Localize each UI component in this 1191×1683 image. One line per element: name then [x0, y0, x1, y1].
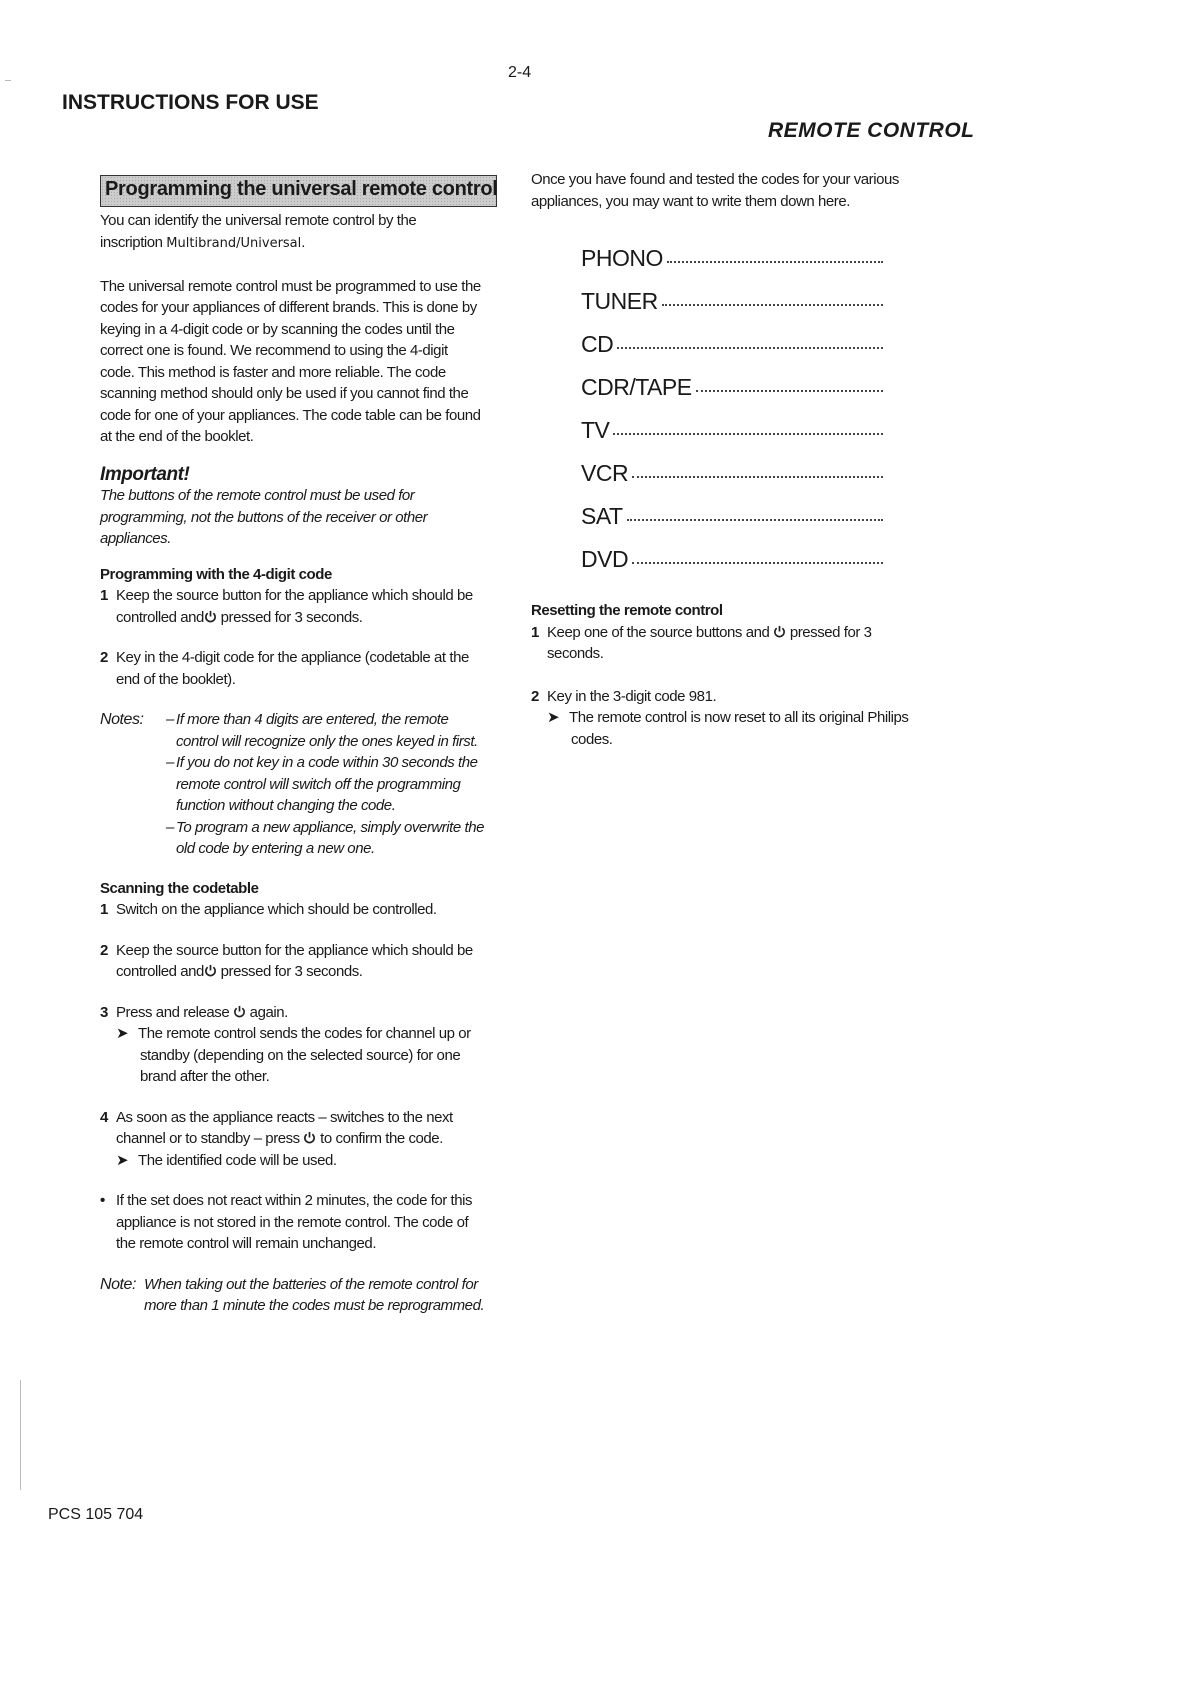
code-label: DVD	[581, 546, 629, 572]
paragraph-line: at the end of the booklet.	[100, 428, 254, 445]
box-heading-text: Programming the universal remote control	[105, 178, 498, 200]
important-line: The buttons of the remote control must be used for	[100, 487, 415, 504]
bullet: •	[100, 1192, 105, 1209]
step-text: Key in the 3-digit code 981.	[547, 687, 717, 705]
paragraph-line: code. This method is faster and more reliable. The code	[100, 363, 446, 381]
code-entry-cd	[581, 331, 883, 374]
result-text: The remote control sends the codes for channel up or	[138, 1025, 471, 1042]
result-text: codes.	[571, 730, 613, 748]
step-text: Keep the source button for the appliance which should be	[116, 587, 473, 604]
step-text-part: to confirm the code.	[316, 1130, 443, 1147]
dash-mark: –	[166, 754, 174, 771]
scan-mark	[5, 80, 11, 81]
step-text: end of the booklet).	[116, 670, 236, 688]
note-line: To program a new appliance, simply overwrite the	[176, 818, 485, 836]
prog-heading: Programming with the 4-digit code	[100, 565, 332, 583]
paragraph-line: correct one is found. We recommend to using the 4-digit	[100, 342, 448, 359]
arrow-icon: ➤	[116, 1025, 129, 1042]
scan-step-1	[100, 899, 484, 921]
standby-icon	[204, 610, 217, 623]
step-text-part: controlled and	[116, 608, 204, 626]
note	[100, 1274, 484, 1317]
code-label: CDR/TAPE	[581, 374, 692, 400]
step-text	[547, 622, 908, 644]
step-number: 2	[100, 941, 108, 959]
standby-icon	[233, 1005, 246, 1018]
page-number: 2-4	[508, 64, 532, 81]
code-write-line[interactable]	[632, 562, 883, 564]
bullet-line: If the set does not react within 2 minutes, the code for this	[116, 1192, 473, 1209]
step-number: 3	[100, 1003, 108, 1021]
note-line: function without changing the code.	[176, 797, 396, 814]
note-line: old code by entering a new one.	[176, 840, 375, 857]
code-entry-phono	[581, 245, 883, 288]
scan-step-2	[100, 940, 484, 983]
step-text-part: Press and release	[116, 1003, 233, 1021]
intro-line	[100, 232, 484, 255]
important-text	[100, 485, 484, 550]
step-number: 1	[100, 587, 108, 604]
notes	[100, 709, 484, 860]
dash-mark: –	[166, 818, 174, 836]
dash-mark: –	[166, 711, 174, 728]
paragraph-line: keying in a 4-digit code or by scanning the codes until the	[100, 320, 455, 338]
result-text: standby (depending on the selected source) for one	[140, 1046, 461, 1064]
note-item	[166, 817, 484, 860]
right-intro	[531, 169, 899, 212]
header-title: INSTRUCTIONS FOR USE	[62, 91, 319, 114]
code-write-line[interactable]	[617, 347, 883, 349]
bullet-line: appliance is not stored in the remote control. The code of	[116, 1213, 469, 1231]
note-item	[166, 709, 484, 752]
important-title: Important!	[100, 463, 190, 485]
brand-inscription: Multibrand/Universal	[166, 235, 302, 251]
step-text-part: channel or to standby – press	[116, 1130, 304, 1147]
code-write-line[interactable]	[627, 519, 883, 521]
bullet-line: the remote control will remain unchanged.	[116, 1235, 377, 1252]
step-text-part: pressed for 3	[786, 623, 872, 641]
result-text: brand after the other.	[140, 1068, 270, 1085]
note-line: If more than 4 digits are entered, the remote	[176, 711, 449, 728]
standby-icon	[204, 964, 217, 977]
important-line: programming, not the buttons of the receiver or other	[100, 508, 428, 526]
notes-list	[166, 709, 484, 860]
step-number: 1	[531, 623, 539, 641]
code-label: PHONO	[581, 245, 663, 271]
paragraph-line: scanning method should only be used if you cannot find the	[100, 385, 469, 402]
document-code: PCS 105 704	[48, 1506, 144, 1523]
arrow-icon: ➤	[547, 709, 560, 726]
code-write-line[interactable]	[632, 476, 883, 478]
important-line: appliances.	[100, 530, 171, 547]
code-label: TV	[581, 417, 610, 443]
code-entry-vcr	[581, 460, 883, 503]
code-label: CD	[581, 331, 614, 357]
note-item	[166, 752, 484, 817]
code-list	[581, 245, 883, 589]
paragraph-line: The universal remote control must be programmed to use the	[100, 277, 481, 295]
step-text: Keep the source button for the appliance which should be	[116, 941, 473, 959]
code-entry-sat	[581, 503, 883, 546]
code-label: TUNER	[581, 288, 658, 314]
note-text	[144, 1274, 484, 1317]
code-entry-dvd	[581, 546, 883, 589]
scan-step-4	[100, 1107, 484, 1172]
note-line: remote control will switch off the programming	[176, 775, 461, 793]
result-text: The remote control is now reset to all its original Philips	[569, 709, 909, 726]
code-write-line[interactable]	[696, 390, 883, 392]
section-title: REMOTE CONTROL	[768, 119, 975, 142]
step-text: Switch on the appliance which should be controlled.	[116, 901, 437, 918]
step-text-part: controlled and	[116, 963, 204, 980]
standby-icon	[303, 1131, 316, 1144]
step-text-part: pressed for 3 seconds.	[216, 608, 363, 626]
bullet-text	[116, 1190, 484, 1255]
code-entry-cdr-tape	[581, 374, 883, 417]
step-text	[116, 1128, 484, 1150]
intro-text: inscription	[100, 233, 167, 251]
step-text: As soon as the appliance reacts – switches to the next	[116, 1108, 453, 1126]
standby-icon	[773, 625, 786, 638]
result	[116, 1023, 484, 1088]
intro-paragraph	[100, 276, 484, 448]
step-text-part: again.	[245, 1003, 288, 1021]
scan-margin-line	[20, 1380, 21, 1490]
box-heading	[100, 175, 497, 207]
code-write-line[interactable]	[662, 304, 883, 306]
step-text-part: Keep one of the source buttons and	[547, 623, 774, 641]
code-entry-tuner	[581, 288, 883, 331]
reset-section	[531, 600, 908, 750]
notes-label: Notes:	[100, 711, 144, 728]
code-write-line[interactable]	[667, 261, 883, 263]
intro-line: appliances, you may want to write them down here.	[531, 192, 850, 210]
scan-heading: Scanning the codetable	[100, 879, 259, 897]
left-column	[100, 210, 484, 1317]
step-text	[116, 1002, 484, 1024]
paragraph-line: code for one of your appliances. The code table can be found	[100, 406, 481, 424]
intro-line: You can identify the universal remote control by the	[100, 212, 417, 229]
note-line: When taking out the batteries of the remote control for	[144, 1275, 478, 1293]
note-line: more than 1 minute the codes must be reprogrammed.	[144, 1297, 485, 1314]
intro-end: .	[301, 233, 305, 251]
result	[547, 707, 908, 750]
reset-heading: Resetting the remote control	[531, 602, 723, 619]
step-number: 4	[100, 1108, 108, 1126]
code-label: VCR	[581, 460, 629, 486]
prog-step-2	[100, 647, 484, 690]
note-label: Note:	[100, 1275, 136, 1293]
step-text: seconds.	[547, 645, 604, 662]
code-write-line[interactable]	[613, 433, 883, 435]
step-number: 1	[100, 901, 108, 918]
reset-step-2	[531, 686, 908, 751]
step-text-part: pressed for 3 seconds.	[216, 963, 363, 980]
step-number: 2	[531, 687, 539, 705]
result-text: The identified code will be used.	[138, 1151, 337, 1169]
arrow-icon: ➤	[116, 1151, 129, 1169]
paragraph-line: codes for your appliances of different brands. This is done by	[100, 299, 477, 316]
code-label: SAT	[581, 503, 623, 529]
bullet-item	[100, 1190, 484, 1255]
step-number: 2	[100, 649, 108, 666]
step-text: Key in the 4-digit code for the appliance (codetable at the	[116, 649, 469, 666]
step-text	[116, 961, 484, 983]
code-entry-tv	[581, 417, 883, 460]
prog-step-1	[100, 585, 484, 628]
note-line: If you do not key in a code within 30 seconds the	[176, 754, 478, 771]
intro-line: Once you have found and tested the codes for your various	[531, 171, 899, 188]
note-line: control will recognize only the ones keyed in first.	[176, 732, 478, 750]
scan-step-3	[100, 1002, 484, 1088]
step-text	[116, 607, 484, 629]
result	[116, 1150, 484, 1172]
reset-step-1	[531, 622, 908, 665]
